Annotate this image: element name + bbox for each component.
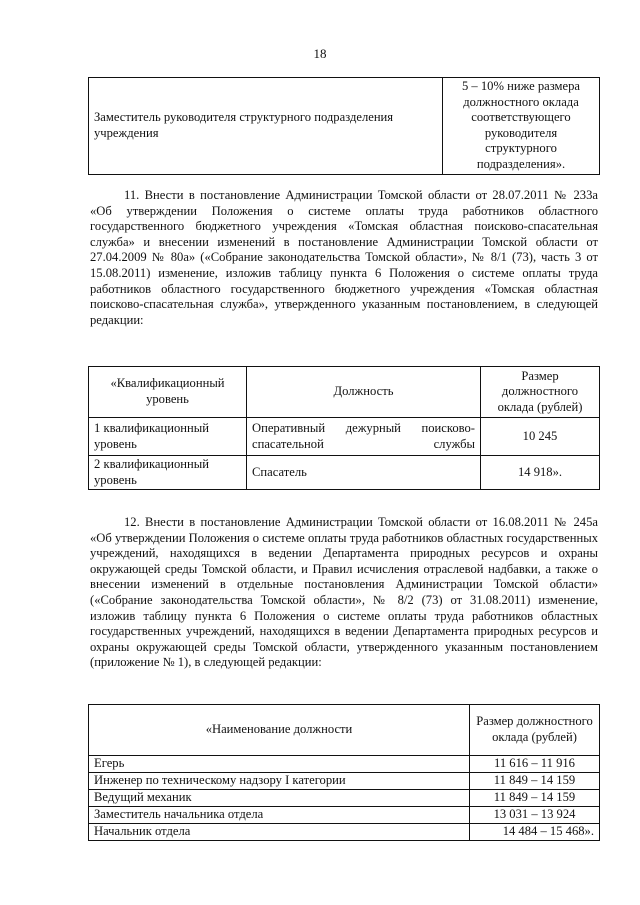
column-header-salary: Размер должностного оклада (рублей) [470, 705, 600, 756]
salary-cell: 13 031 – 13 924 [470, 807, 600, 824]
table-row [89, 756, 600, 773]
position-cell: Оперативный дежурный поисково-спасательной службы [247, 418, 481, 456]
rescue-service-salary-table [88, 366, 600, 490]
position-cell: Начальник отдела [89, 824, 470, 841]
position-cell: Заместитель руководителя структурного подразделения учреждения [89, 78, 443, 175]
column-header-salary: Размер должностного оклада (рублей) [481, 367, 600, 418]
table-row [89, 78, 600, 175]
salary-line: 5 – 10% ниже размера [461, 79, 580, 93]
table-header-row [89, 705, 600, 756]
position-cell: Спасатель [247, 456, 481, 490]
salary-cell [443, 78, 600, 175]
table-header-row [89, 367, 600, 418]
continued-table [88, 77, 600, 175]
salary-line: руководителя [484, 125, 558, 140]
paragraph-12: 12. Внести в постановление Администрации Томской области от 16.08.2011 № 245а «Об утверждении Положения о системе оплаты труда работников областных государственных учреждений, находящихся в ведении Департамента природных ресурсов и охраны окружающей среды Томской области, и Правил исчисления отраслевой надбавки, а также о внесении изменений в отдельные постановления Администрации Томской области» («Собрание законодательства Томской области», № 8/2 (73) от 31.08.2011) изменение, изложив таблицу пункта 6 Положения о системе оплаты труда работников областных государственных учреждений, находящихся в ведении Департамента природных ресурсов и охраны окружающей среды Томской области, утвержденного указанным постановлением (приложение № 1), в следующей редакции: [90, 515, 598, 670]
paragraph-11: 11. Внести в постановление Администрации Томской области от 28.07.2011 № 233а «Об утверждении Положения о системе оплаты труда работников областного государственного бюджетного учреждения «Томская областная поисково-спасательная служба» и внесении изменений в постановление Администрации Томской области от 27.04.2009 № 80а» («Собрание законодательства Томской области», № 8/1 (73), часть 3 от 15.08.2011) изменение, изложив таблицу пункта 6 Положения о системе оплаты труда работников областного государственного бюджетного учреждения «Томская областная поисково-спасательная служба», утвержденного указанным постановлением, в следующей редакции: [90, 188, 598, 327]
position-cell: Егерь [89, 756, 470, 773]
column-header-position: Должность [247, 367, 481, 418]
salary-cell: 10 245 [481, 418, 600, 456]
position-cell: Заместитель начальника отдела [89, 807, 470, 824]
level-cell: 1 квалификационный уровень [89, 418, 247, 456]
salary-cell: 14 484 – 15 468». [470, 824, 600, 841]
table-row [89, 824, 600, 841]
column-header-level: «Квалификационный уровень [89, 367, 247, 418]
level-cell: 2 квалификационный уровень [89, 456, 247, 490]
table-row [89, 790, 600, 807]
salary-cell: 14 918». [481, 456, 600, 490]
salary-line: структурного [485, 141, 557, 156]
salary-cell: 11 849 – 14 159 [470, 790, 600, 807]
table-row [89, 773, 600, 790]
page-number: 18 [313, 46, 327, 61]
salary-cell: 11 616 – 11 916 [470, 756, 600, 773]
column-header-position: «Наименование должности [89, 705, 470, 756]
position-cell: Инженер по техническому надзору I категории [89, 773, 470, 790]
table-row [89, 456, 600, 490]
position-cell: Ведущий механик [89, 790, 470, 807]
salary-line: подразделения». [476, 156, 566, 171]
salary-cell: 11 849 – 14 159 [470, 773, 600, 790]
natural-resources-salary-table [88, 704, 600, 841]
salary-line: соответствующего [471, 110, 571, 125]
salary-line: должностного оклада [463, 94, 579, 109]
table-row [89, 807, 600, 824]
table-row [89, 418, 600, 456]
